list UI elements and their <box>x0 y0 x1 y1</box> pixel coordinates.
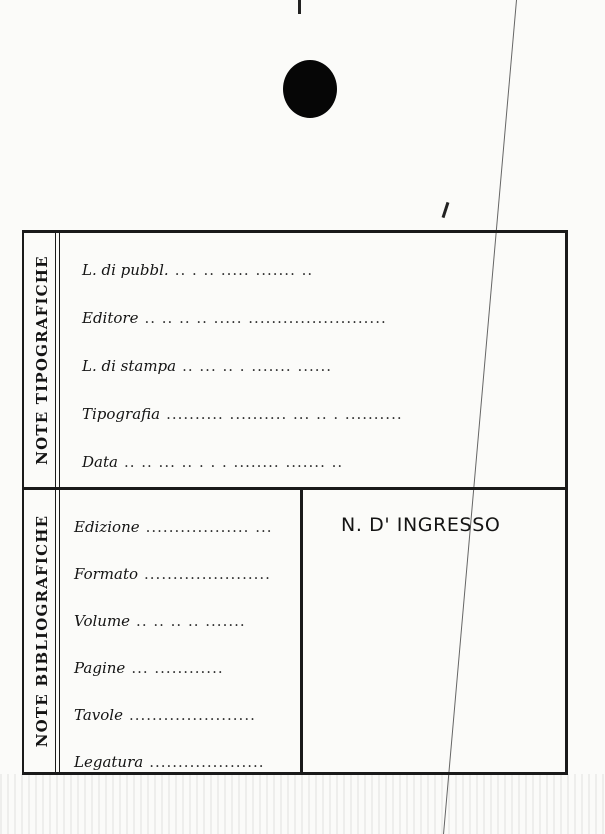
tipografiche-title: NOTE TIPOGRAFICHE <box>33 255 51 465</box>
field-label: Volume <box>74 612 131 630</box>
field-dots: .......... .......... ... .. . .......... <box>166 405 403 423</box>
field-legatura <box>74 753 265 771</box>
field-label: Edizione <box>74 518 140 536</box>
field-tavole <box>74 706 256 724</box>
field-tipografia <box>82 405 403 423</box>
field-volume <box>74 612 246 630</box>
field-luogo-pubblicazione <box>82 261 313 279</box>
ink-speck <box>442 202 450 218</box>
field-label: Editore <box>82 309 139 327</box>
field-pagine <box>74 659 224 677</box>
field-formato <box>74 565 271 583</box>
field-label: L. di stampa <box>82 357 177 375</box>
field-editore <box>82 309 387 327</box>
field-label: Formato <box>74 565 139 583</box>
field-dots: .. .. .. .. ..... ........................ <box>144 309 387 327</box>
bibliografiche-section <box>24 490 565 772</box>
bibliografiche-side-label <box>24 490 60 772</box>
bibliografiche-title: NOTE BIBLIOGRAFICHE <box>33 514 51 748</box>
field-dots: .. .. .. .. ....... <box>136 612 246 630</box>
field-dots: .. ... .. . ....... ...... <box>182 357 333 375</box>
field-dots: ... ............ <box>131 659 224 677</box>
paper-scuff <box>0 774 605 834</box>
field-label: L. di pubbl. <box>82 261 169 279</box>
tipografiche-section <box>24 233 565 490</box>
field-label: Tavole <box>74 706 123 724</box>
field-dots: .................. ... <box>145 518 273 536</box>
field-dots: ...................... <box>144 565 271 583</box>
catalog-card <box>22 230 568 775</box>
ink-speck <box>298 0 301 14</box>
field-dots: ...................... <box>128 706 256 724</box>
punch-hole <box>283 60 337 118</box>
field-data <box>82 453 343 471</box>
ingresso-label: N. D' INGRESSO <box>341 514 501 536</box>
field-dots: .. . .. ..... ....... .. <box>174 261 314 279</box>
field-label: Tipografia <box>82 405 161 423</box>
field-label: Data <box>82 453 118 471</box>
field-label: Legatura <box>74 753 144 771</box>
field-luogo-stampa <box>82 357 332 375</box>
ingresso-box <box>300 490 570 772</box>
tipografiche-side-label <box>24 233 60 487</box>
field-edizione <box>74 518 273 536</box>
field-dots: .. .. ... .. . . . ........ ....... .. <box>123 453 344 471</box>
field-dots: .................... <box>149 753 265 771</box>
field-label: Pagine <box>74 659 126 677</box>
